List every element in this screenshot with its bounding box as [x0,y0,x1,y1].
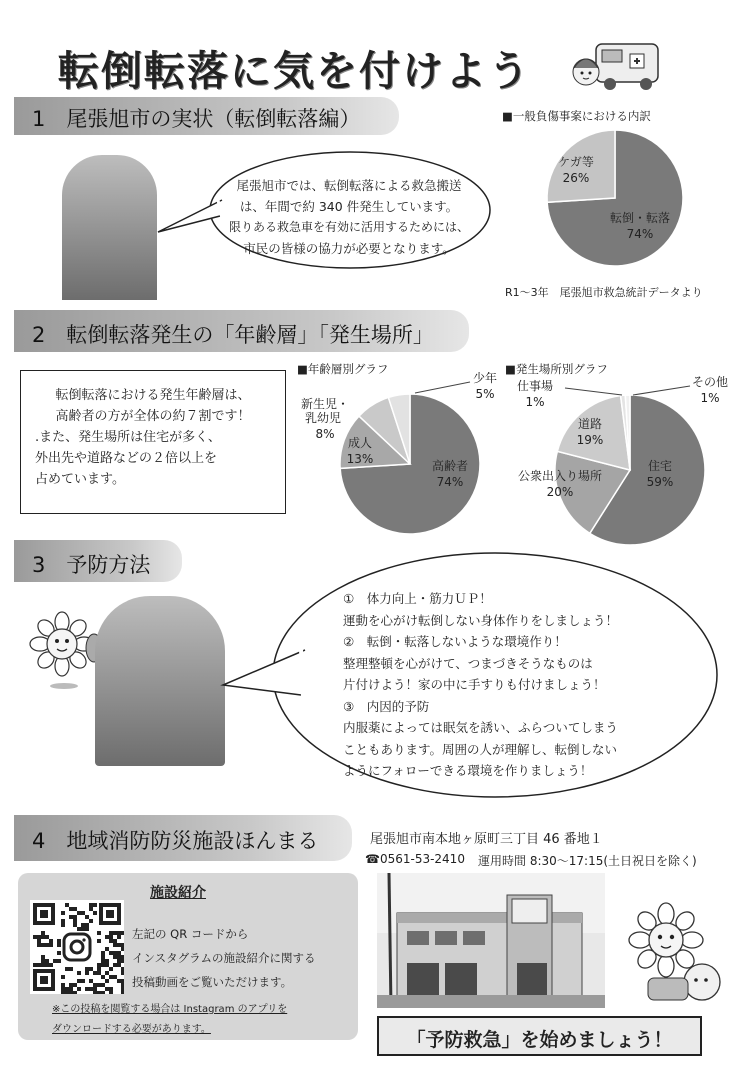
pie-slice-label: 新生児・ [300,397,350,411]
text-line: 転倒転落における発生年齢層は、 [55,388,251,403]
prevention-line: 運動を心がけ転倒しない身体作りをしましょう！ [343,612,619,628]
pie-value-label: 1% [700,391,720,405]
bubble-line: 尾張旭市では、転倒転落による救急搬送 [236,178,462,193]
pie-slice-label: 成人 [347,436,373,450]
text-line: 高齢者の方が全体の約７割です！ [55,409,251,424]
pie-slice-label: 転倒・転落 [609,211,671,225]
pie-value-label: 5% [475,387,495,401]
prevention-line: ② 転倒・転落しないような環境作り！ [343,634,567,649]
facility-description [132,922,316,994]
leader-line [415,382,470,393]
pie-value-label: 19% [576,433,604,447]
note-line: ※この投稿を閲覧する場合は Instagram のアプリを [52,1004,288,1015]
facility-building-photo [377,873,605,1008]
sunflower-mascot-icon [28,610,104,690]
page-title: 転倒転落に気を付けよう [58,47,531,95]
section3-heading: 3 予防方法 [14,540,182,582]
note-line: ダウンロードする必要があります。 [52,1024,211,1035]
facility-line: 左記の QR コードから [132,927,249,941]
chart3-title: ■発生場所別グラフ [505,362,608,376]
pie-value-label: 8% [315,427,335,441]
prevention-text [343,588,663,782]
pie-chart-place [505,372,745,552]
pie-slice-label: 道路 [577,417,603,431]
pie-value-label: 1% [525,395,545,409]
pie-slice-label: 少年 [472,372,498,385]
prevention-line: ようにフォローできる環境を作りましょう！ [343,763,593,778]
pie-value-label: 26% [562,171,590,185]
chart1-title: ■一般負傷事案における内訳 [502,109,651,123]
section2-textbox [20,370,286,514]
section1-bubble-text [220,175,478,259]
ambulance-illustration [568,38,663,96]
prevention-slogan: 「予防救急」を始めましょう！ [377,1016,702,1056]
chart1-source: R1～3年 尾張旭市救急統計データより [505,286,703,299]
pie-value-label: 74% [626,227,654,241]
sunflower-mascot-pair-icon [620,900,730,1010]
pie-slice-label: 乳幼児 [304,411,342,425]
instagram-qr-code[interactable] [30,900,124,994]
facility-line: 投稿動画をご覧いただけます。 [132,975,293,989]
firefighter-fist-photo [95,596,225,766]
leader-line [565,388,622,395]
text-line: .また、発生場所は住宅が多く、 [35,430,221,445]
prevention-line: ③ 内因的予防 [343,698,430,714]
prevention-line: ① 体力向上・筋力ＵＰ！ [343,591,492,606]
pie-value-label: 59% [646,475,674,489]
section2-heading: 2 転倒転落発生の「年齢層」「発生場所」 [14,310,469,352]
prevention-line: 片付けよう！家の中に手すりも付けましょう！ [343,677,606,692]
facility-line: インスタグラムの施設紹介に関する [132,951,316,965]
facility-address: 尾張旭市南本地ヶ原町三丁目 46 番地１ [370,832,603,847]
pie-slice-label: その他 [691,375,729,389]
section1-heading: 1 尾張旭市の実状（転倒転落編） [14,97,399,135]
pie-slice-label: 住宅 [647,459,673,473]
section4-heading: 4 地域消防防災施設ほんまる [14,815,352,861]
leader-line [633,386,690,395]
prevention-line: 内服薬によっては眠気を誘い、ふらついてしまう [343,720,618,735]
pie-slice-label: 高齢者 [431,459,469,473]
pie-slice-label: ケガ等 [558,155,594,169]
facility-intro-title: 施設紹介 [150,885,206,901]
firefighter-saluting-photo [62,155,157,300]
text-line: 外出先や道路などの２倍以上を [35,451,218,466]
pie-value-label: 74% [436,475,464,489]
pie-slice-label: 仕事場 [516,379,554,393]
prevention-line: 整理整頓を心がけて、つまづきそうなものは [343,655,593,671]
bubble-line: 市民の皆様の協力が必要となります。 [243,241,455,256]
facility-hours: 運用時間 8:30～17:15(土日祝日を除く) [478,854,697,868]
pie-value-label: 13% [346,452,374,466]
pie-chart-injury [530,126,695,276]
chart2-title: ■年齢層別グラフ [297,362,389,376]
pie-chart-age [285,372,510,537]
bubble-line: 限りある救急車を有効に活用するためには、 [228,220,469,234]
facility-phone: ☎0561-53-2410 [365,852,465,866]
pie-slice-label: 公衆出入り場所 [517,469,603,483]
bubble-line: は、年間で約 340 件発生しています。 [239,199,459,214]
text-line: 占めています。 [35,472,125,487]
pie-value-label: 20% [546,485,574,499]
prevention-line: こともあります。周囲の人が理解し、転倒しない [343,741,618,757]
instagram-note [52,1000,287,1040]
